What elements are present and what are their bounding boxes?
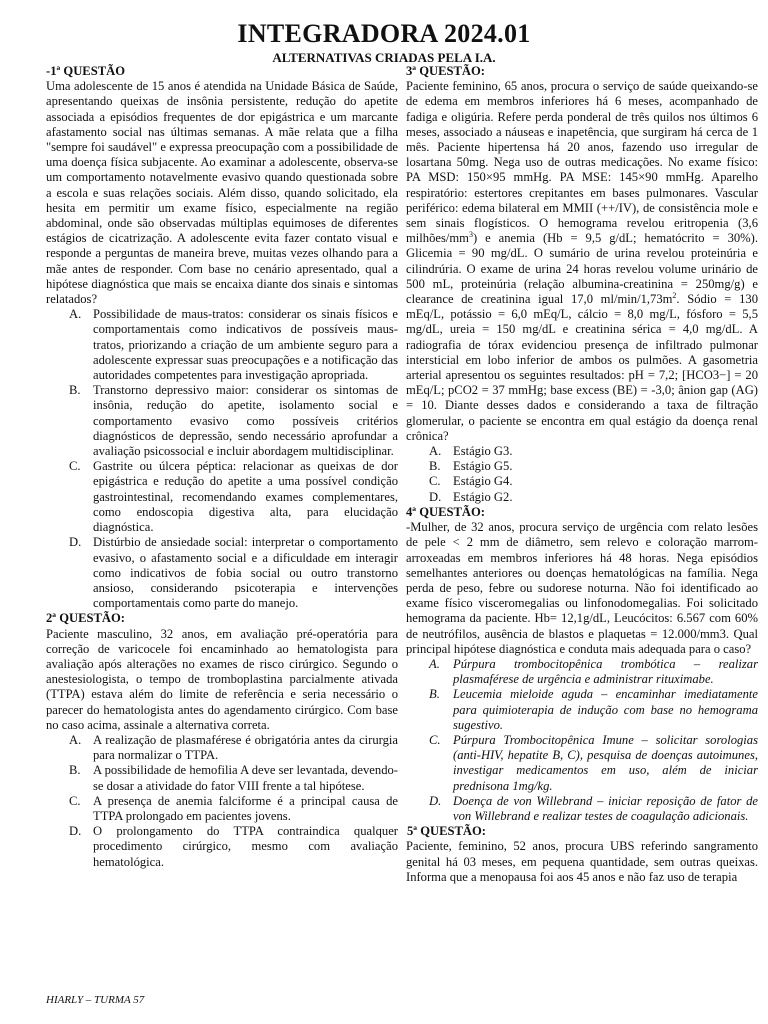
question-4-text: -Mulher, de 32 anos, procura serviço de urgência com relato lesões de pele < 2 mm de diâmetro, sem relevo e coloração marrom-arroxeadas em membros inferiores há 48 horas. Nega episódios semelhantes anteriores ou doenças hematológicas na família. Nega perda de peso, febre ou sudorese noturna. Não foi identificado ao exame físico visceromegalias ou linfonodomegalias. Foi solicitado hemograma da paciente. Hb= 12,1g/dL, Leucócitos: 6.567 com 60% de neutrófilos, ausência de blastos e plaquetas = 12.000/mm3. Qual principal hipótese diagnóstica e conduta mais adequada para o caso? bbox=[406, 520, 758, 656]
option-letter: A. bbox=[69, 732, 82, 747]
option-letter: C. bbox=[69, 459, 81, 474]
option-item bbox=[69, 763, 398, 793]
option-item bbox=[69, 794, 398, 824]
option-item bbox=[69, 733, 398, 763]
option-item bbox=[69, 459, 398, 535]
question-2-options bbox=[69, 733, 398, 870]
option-letter: A. bbox=[429, 444, 442, 459]
superscript-2: 2 bbox=[672, 290, 677, 300]
option-letter: A. bbox=[429, 656, 440, 671]
question-4-options bbox=[429, 657, 758, 824]
option-item bbox=[429, 657, 758, 687]
question-2-heading: 2ª QUESTÃO: bbox=[46, 611, 125, 626]
option-letter: B. bbox=[69, 763, 81, 778]
option-letter: D. bbox=[429, 793, 442, 808]
option-letter: C. bbox=[429, 474, 441, 489]
question-3-options bbox=[429, 444, 758, 505]
right-column bbox=[406, 64, 758, 885]
option-text: O prolongamento do TTPA contraindica qualquer procedimento cirúrgico, mesmo com avaliação hematológica. bbox=[93, 824, 398, 869]
option-letter: D. bbox=[69, 535, 82, 550]
question-3-text-part-2: ) e anemia (Hb = 9,5 g/dL; hematócrito = 30%). Glicemia = 90 mg/dL. O sumário de urina revelou proteinúria e cilindrúria. O exame de urina 24 horas revelou volume urinário de 500 mL, proteinúria (relação albumina-creatinina = 250mg/g) e clearance de creatinina igual 17,0 ml/min/1,73m bbox=[406, 231, 758, 307]
question-3-heading: 3ª QUESTÃO: bbox=[406, 64, 485, 78]
option-text: A possibilidade de hemofilia A deve ser levantada, devendo-se dosar a atividade do fator VIII frente a tal hipótese. bbox=[93, 763, 398, 793]
option-item bbox=[429, 794, 758, 824]
option-text: Doença de von Willebrand – iniciar reposição de fator de von Willebrand e realizar testes de coagulação adicionais. bbox=[453, 793, 758, 823]
question-5-text: Paciente, feminino, 52 anos, procura UBS referindo sangramento genital há 03 meses, em pequena quantidade, sem outras queixas. Informa que a menopausa foi aos 45 anos e não faz uso de terapia bbox=[406, 839, 758, 884]
option-text: A presença de anemia falciforme é a principal causa de TTPA prolongado em pacientes jovens. bbox=[93, 793, 398, 823]
question-3-text-part-3: . Sódio = 130 mEq/L, potássio = 6,0 mEq/L, cálcio = 8,0 mg/L, fósforo = 5,5 mg/dL, ureia = 150 mg/dL e creatinina sérica = 4,0 mg/dL. A radiografia de tórax evidenciou presença de infiltrado pulmonar intersticial em lobo inferior de ambos os pulmões. A gasometria arterial apresentou os seguintes resultados: pH = 7,2; [HCO3−] = 20 mEq/L; pCO2 = 37 mmHg; base excess (BE) = -3,0; ânion gap (AG) = 10. Diante desses dados e considerando a taxa de filtração glomerular, o paciente se encontra em qual estágio da doença renal crônica? bbox=[406, 292, 758, 443]
option-text: Gastrite ou úlcera péptica: relacionar as queixas de dor epigástrica e redução do apetite a uma possível condição gastrointestinal, recomendando exames complementares, como endoscopia digestiva alta, para elucidação diagnóstica. bbox=[93, 459, 398, 535]
page-subtitle: ALTERNATIVAS CRIADAS PELA I.A. bbox=[272, 50, 496, 65]
option-text: Púrpura Trombocitopênica Imune – solicitar sorologias (anti-HIV, hepatite B, C), pesquisa de doenças autoimunes, investigar medicamentos em uso, além de iniciar prednisona 1mg/kg. bbox=[453, 732, 758, 793]
option-text: Transtorno depressivo maior: considerar os sintomas de insônia, redução do apetite, isolamento social e comportamento evasivo como possíveis critérios diagnósticos de depressão, sendo necessário aprofundar a avaliação psicossocial e incluir abordagem multidisciplinar. bbox=[93, 383, 398, 459]
option-item bbox=[429, 490, 758, 505]
page-title: INTEGRADORA 2024.01 bbox=[237, 19, 531, 48]
option-text: Púrpura trombocitopênica trombótica – realizar plasmaférese de urgência e administrar rituximabe. bbox=[453, 656, 758, 687]
option-text: Possibilidade de maus-tratos: considerar os sinais físicos e comportamentais como indicativos de possíveis maus-tratos, priorizando a criação de um ambiente seguro para a adolescente expressar suas preocupações e a notificação das autoridades competentes para investigação apropriada. bbox=[93, 307, 398, 383]
superscript-3: 3 bbox=[468, 230, 473, 240]
option-letter: C. bbox=[429, 732, 441, 747]
option-text: A realização de plasmaférese é obrigatória antes da cirurgia para normalizar o TTPA. bbox=[93, 732, 398, 763]
option-item bbox=[69, 824, 398, 870]
option-letter: B. bbox=[69, 383, 81, 398]
option-text: Estágio G2. bbox=[453, 489, 513, 504]
question-3-text-part-1: Paciente feminino, 65 anos, procura o serviço de saúde queixando-se de edema em membros inferiores há 6 meses, acompanhado de fadiga e oligúria. Refere perda ponderal de três quilos nos últimos 6 meses, associado a náuseas e inapetência, que surgiram há cerca de 1 mês. Paciente hipertensa há 20 anos, fazendo uso irregular de losartana 50mg. Nega uso de outras medicações. No exame físico: PA MSD: 150×95 mmHg. PA MSE: 145×90 mmHg. Aparelho respiratório: estertores crepitantes em bases pulmonares. Vascular periférico: edema bilateral em MMII (++/IV), de consistência mole e sem sinais flogísticos. O hemograma revelou eritropenia (3,6 milhões/mm bbox=[406, 79, 758, 246]
option-letter: C. bbox=[69, 793, 81, 808]
option-letter: D. bbox=[69, 824, 82, 839]
footer-text: HIARLY – TURMA 57 bbox=[46, 994, 145, 1006]
option-item bbox=[429, 444, 758, 459]
option-item bbox=[429, 733, 758, 794]
option-text: Estágio G5. bbox=[453, 459, 513, 474]
question-2-text: Paciente masculino, 32 anos, em avaliação pré-operatória para correção de varicocele foi encaminhado ao hematologista para avaliação após alterações no exames de risco cirúrgico. Segundo o anestesiologista, o tempo de tromboplastina parcialmente ativada (TTPA) estava além do limite de referência e seria necessário o parecer do hematologista antes do agendamento cirúrgico. Com base no caso acima, assinale a alternativa correta. bbox=[46, 626, 398, 732]
option-item bbox=[429, 687, 758, 733]
question-1-text: Uma adolescente de 15 anos é atendida na Unidade Básica de Saúde, apresentando queixas de insônia persistente, redução do apetite associada a episódios frequentes de dor epigástrica e um marcante afastamento social nas últimas semanas. A mãe relata que a filha "sempre foi saudável" e expressa preocupação com a possibilidade de uma doença física subjacente. Ao examinar a adolescente, observa-se um comportamento notavelmente evasivo quando questionada sobre a escola e suas relações sociais. Além disso, quando solicitado, ela hesita em permitir um exame físico, especialmente na região abdominal, onde são observadas múltiplas equimoses de diferentes estágios de cicatrização. A adolescente evita fazer contato visual e responde a perguntas de maneira breve, muitas vezes olhando para a mãe antes de responder. Com base no cenário apresentado, qual a hipótese diagnóstica que mais se encaixa diante dos sinais e sintomas relatados? bbox=[46, 79, 398, 307]
option-item bbox=[69, 535, 398, 611]
question-5-heading: 5ª QUESTÃO: bbox=[407, 824, 486, 839]
question-1-options bbox=[69, 307, 398, 611]
option-text: Distúrbio de ansiedade social: interpretar o comportamento evasivo, o afastamento social e a dificuldade em interagir como indicativos de fobia social ou outro transtorno ansioso, considerando psicoterapia e intervenções comportamentais como parte do manejo. bbox=[93, 535, 398, 611]
option-item bbox=[69, 307, 398, 383]
option-letter: B. bbox=[429, 687, 440, 702]
question-4-heading: 4ª QUESTÃO: bbox=[406, 504, 485, 519]
question-3-text bbox=[406, 79, 758, 444]
option-text: Estágio G4. bbox=[453, 474, 513, 489]
option-item bbox=[69, 383, 398, 459]
option-item bbox=[429, 459, 758, 474]
option-letter: A. bbox=[69, 307, 82, 322]
option-text: Estágio G3. bbox=[453, 444, 513, 459]
option-text: Leucemia mieloide aguda – encaminhar imediatamente para quimioterapia de indução com base no hemograma sugestivo. bbox=[453, 687, 758, 732]
question-1-heading: -1ª QUESTÃO bbox=[46, 64, 125, 78]
option-item bbox=[429, 474, 758, 489]
left-column bbox=[46, 64, 398, 870]
option-letter: D. bbox=[429, 489, 442, 504]
option-letter: B. bbox=[429, 459, 441, 474]
